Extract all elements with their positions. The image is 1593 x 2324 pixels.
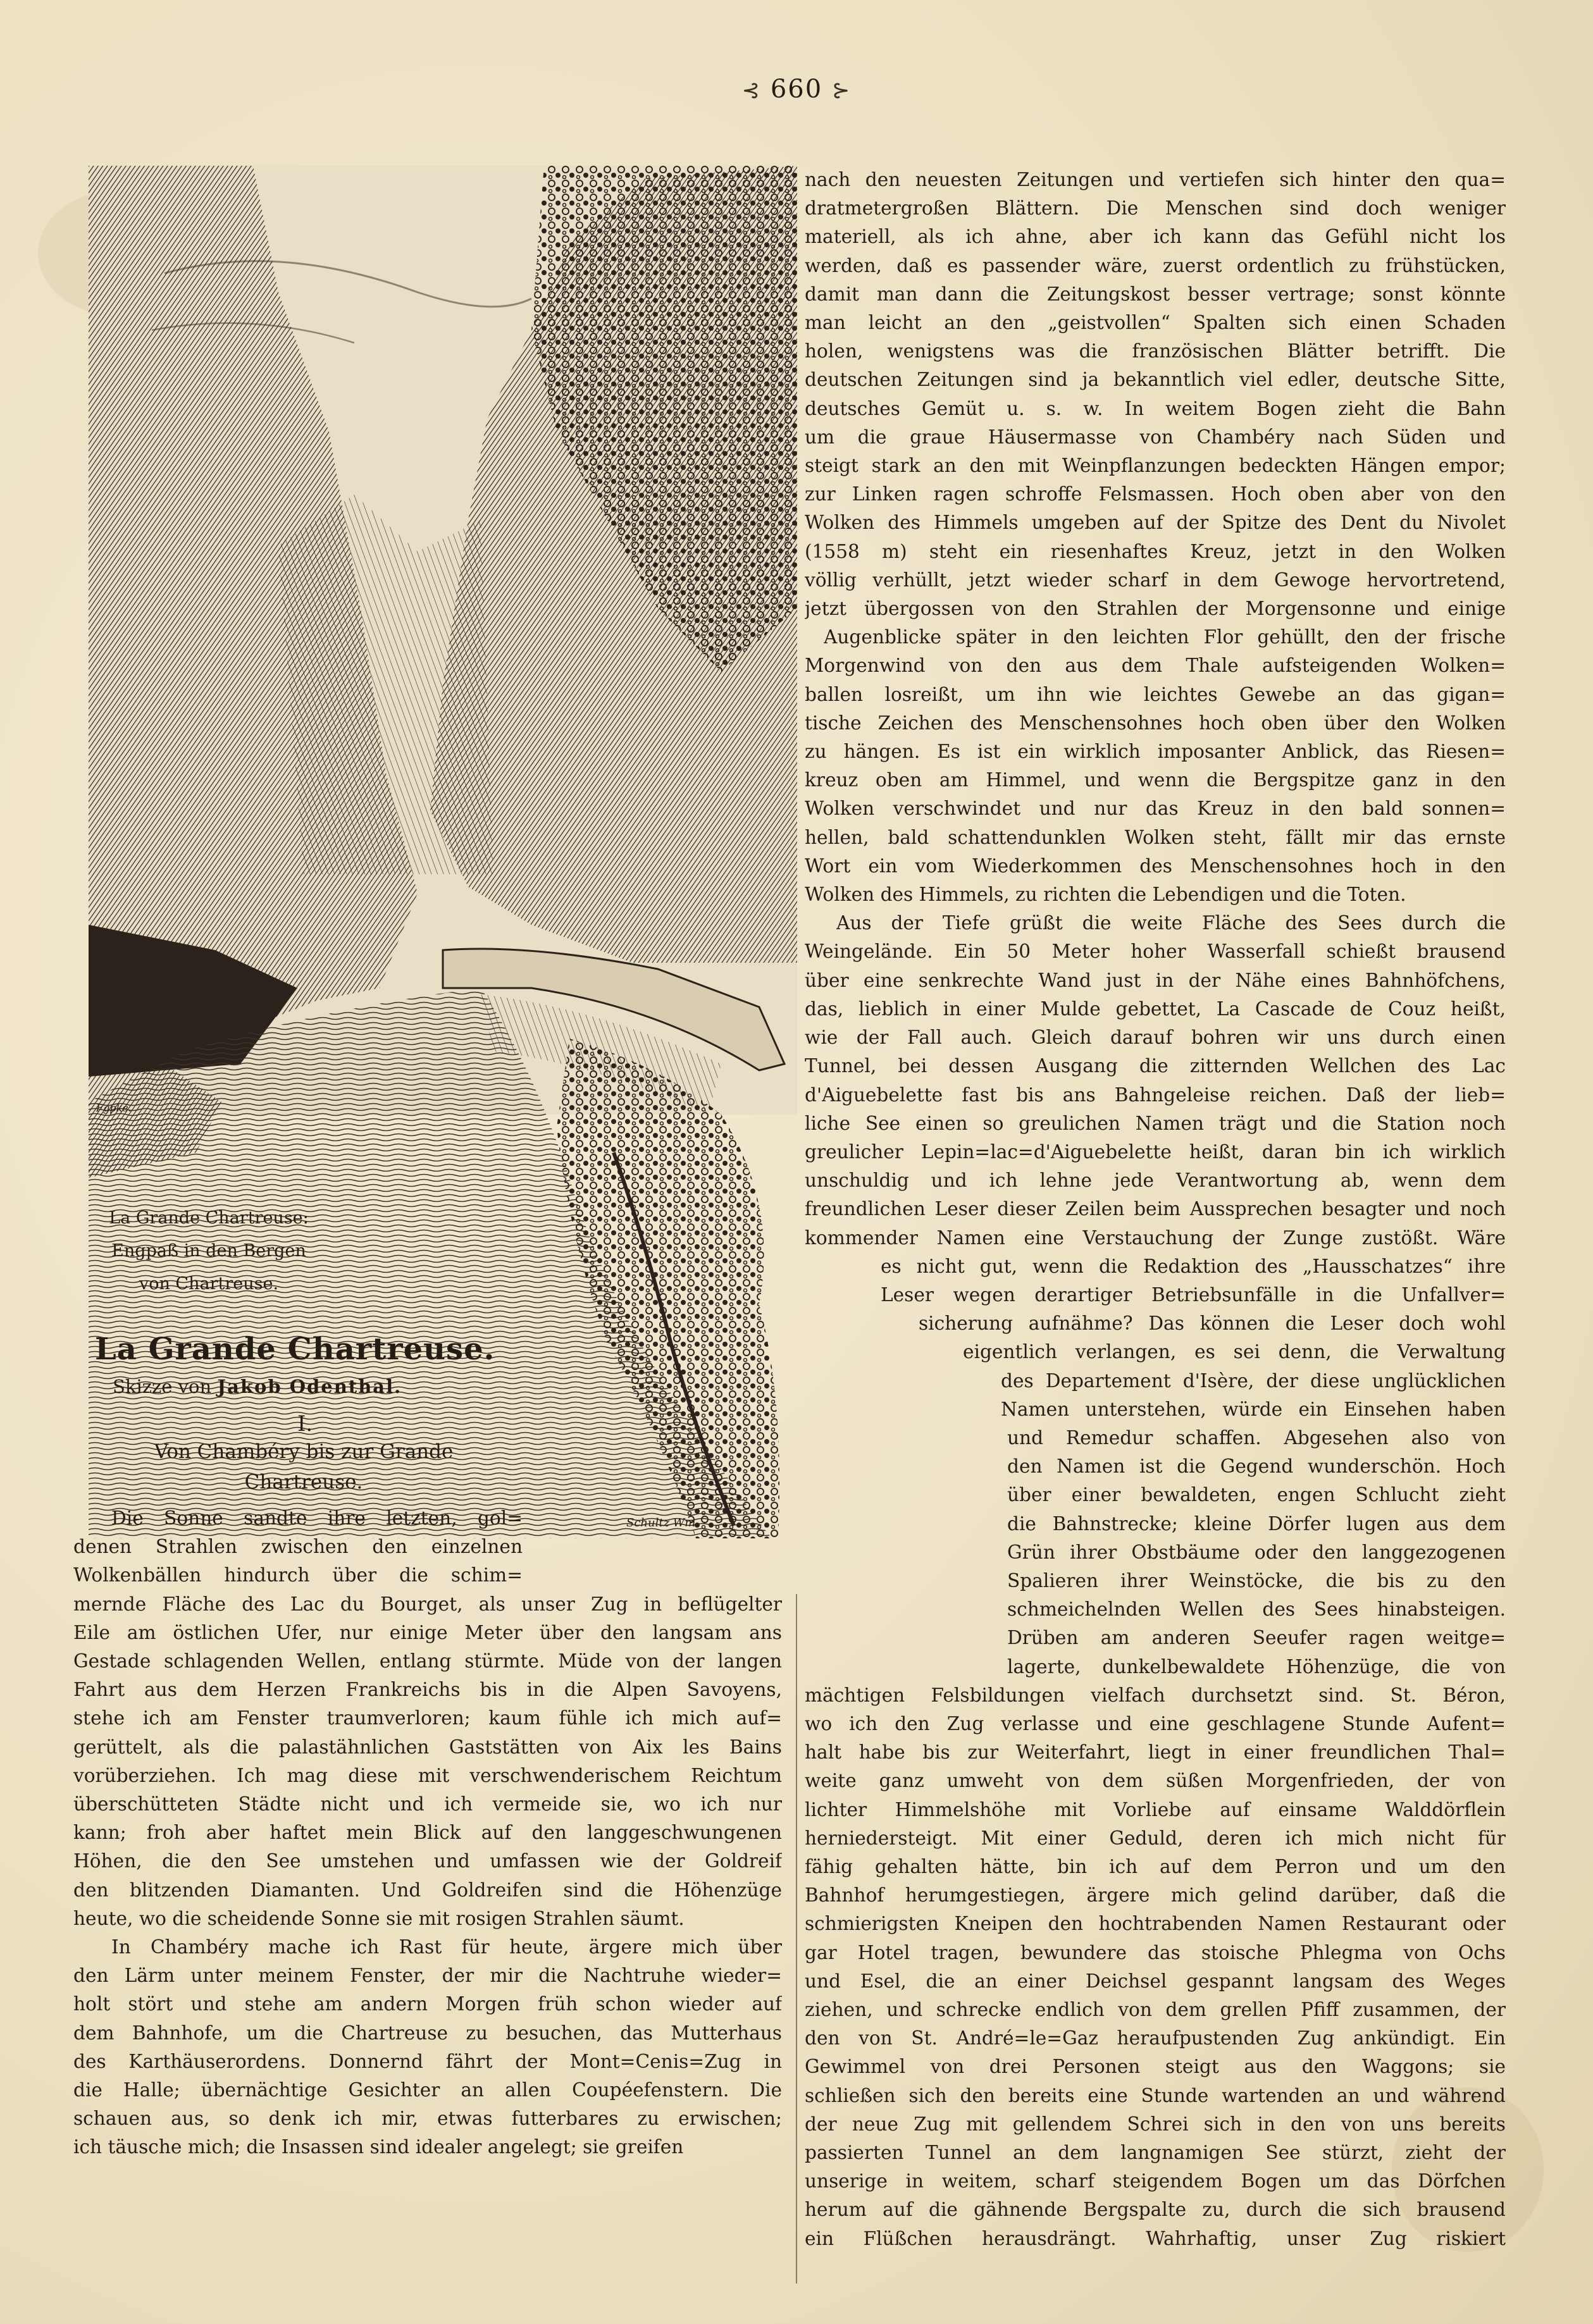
- caption-line: von Chartreuse.: [139, 1274, 279, 1294]
- text-line: das, lieblich in einer Mulde gebettet, La Cascade de Couz heißt,: [805, 998, 1506, 1020]
- subtitle-line: Von Chambéry bis zur Grande: [154, 1440, 454, 1463]
- text-line: liche See einen so greulichen Namen trägt und die Station noch: [805, 1112, 1506, 1134]
- text-line: Augenblicke später in den leichten Flor gehüllt, den der frische: [824, 626, 1506, 648]
- section-subtitle: [70, 1437, 538, 1497]
- text-line: greulicher Lepin=lac=d'Aiguebelette heißt, daran bin ich wirklich: [805, 1140, 1506, 1163]
- text-line: dratmetergroßen Blättern. Die Menschen sind doch weniger: [805, 197, 1506, 219]
- text-line: stehe ich am Fenster traumverloren; kaum fühle ich mich auf=: [73, 1707, 782, 1729]
- section-number: I.: [297, 1411, 313, 1437]
- text-line: um die graue Häusermasse von Chambéry nach Süden und: [805, 426, 1506, 448]
- text-line: zu hängen. Es ist ein wirklich imposanter Anblick, das Riesen=: [805, 741, 1506, 763]
- text-line: damit man dann die Zeitungskost besser vertrage; sonst könnte: [805, 283, 1506, 305]
- text-line: Grün ihrer Obstbäume oder den langgezogenen: [1007, 1541, 1506, 1563]
- text-line: Wolken des Himmels umgeben auf der Spitze des Dent du Nivolet: [805, 512, 1506, 534]
- text-line: die Bahnstrecke; kleine Dörfer lugen aus dem: [1007, 1512, 1506, 1535]
- author-name: Jakob Odenthal.: [217, 1376, 402, 1397]
- text-line: Die Sonne sandte ihre letzten, gol=: [111, 1507, 523, 1529]
- text-line: mernde Fläche des Lac du Bourget, als unser Zug in beflügelter: [73, 1593, 782, 1615]
- text-line: vorüberziehen. Ich mag diese mit verschwenderischem Reichtum: [73, 1764, 782, 1786]
- byline: [113, 1376, 753, 1397]
- text-line: gar Hotel tragen, bewundere das stoische Phlegma von Ochs: [805, 1941, 1506, 1963]
- text-line: Weingelände. Ein 50 Meter hoher Wasserfall schießt brausend: [805, 941, 1506, 963]
- text-line: sicherung aufnähme? Das können die Leser doch wohl: [919, 1313, 1506, 1335]
- text-line: herum auf die gähnende Bergspalte zu, durch die sich brausend: [805, 2199, 1506, 2221]
- article-header: [70, 1332, 753, 1497]
- subtitle-line: Chartreuse.: [244, 1471, 363, 1493]
- text-line: es nicht gut, wenn die Redaktion des „Hausschatzes“ ihre: [881, 1255, 1506, 1277]
- text-line: kommender Namen eine Verstauchung der Zunge zustößt. Wäre: [805, 1227, 1506, 1249]
- text-line: ich täusche mich; die Insassen sind idealer angelegt; sie greifen: [73, 2136, 684, 2158]
- text-line: über einer bewaldeten, engen Schlucht zieht: [1007, 1484, 1506, 1506]
- text-line: die Halle; übernächtige Gesichter an allen Coupéefenstern. Die: [73, 2079, 782, 2101]
- text-line: nach den neuesten Zeitungen und vertiefen sich hinter den qua=: [805, 169, 1506, 190]
- text-line: dem Bahnhofe, um die Chartreuse zu besuchen, das Mutterhaus: [73, 2022, 782, 2044]
- text-line: Aus der Tiefe grüßt die weite Fläche des Sees durch die: [836, 912, 1506, 934]
- text-line: d'Aiguebelette fast bis ans Bahngeleise reichen. Daß der lieb=: [805, 1084, 1506, 1106]
- text-line: mächtigen Felsbildungen vielfach durchsetzt sind. St. Béron,: [805, 1684, 1506, 1706]
- column-divider: [796, 1594, 797, 2284]
- text-line: Drüben am anderen Seeufer ragen weitge=: [1007, 1627, 1506, 1649]
- text-line: Eile am östlichen Ufer, nur einige Meter über den langsam ans: [73, 1621, 782, 1643]
- left-text-column: [73, 1504, 782, 2162]
- byline-prefix: Skizze von: [113, 1376, 212, 1397]
- artist-signature-right: Schultz Wm.: [626, 1516, 700, 1530]
- text-line: Höhen, die den See umstehen und umfassen wie der Goldreif: [73, 1850, 782, 1872]
- text-line: hellen, bald schattendunklen Wolken steht, fällt mir das ernste: [805, 826, 1506, 848]
- text-line: Leser wegen derartiger Betriebsunfälle in die Unfallver=: [881, 1283, 1506, 1306]
- text-line: deutsches Gemüt u. s. w. In weitem Bogen zieht die Bahn: [805, 397, 1506, 419]
- text-line: den blitzenden Diamanten. Und Goldreifen sind die Höhenzüge: [73, 1879, 782, 1901]
- text-line: holen, wenigstens was die französischen Blätter betrifft. Die: [805, 340, 1506, 362]
- text-line: Wort ein vom Wiederkommen des Menschensohnes hoch in den: [805, 855, 1506, 877]
- text-line: Spalieren ihrer Weinstöcke, die bis zu den: [1007, 1569, 1506, 1592]
- text-line: denen Strahlen zwischen den einzelnen: [73, 1536, 523, 1558]
- text-line: heute, wo die scheidende Sonne sie mit rosigen Strahlen säumt.: [73, 1907, 685, 1929]
- caption-line: La Grande Chartreuse:: [109, 1208, 309, 1228]
- text-line: wo ich den Zug verlasse und eine geschlagene Stunde Aufent=: [805, 1712, 1506, 1734]
- text-line: halt habe bis zur Weiterfahrt, liegt in einer freundlichen Thal=: [805, 1741, 1506, 1764]
- article-title: La Grande Chartreuse.: [95, 1332, 495, 1367]
- text-line: den Lärm unter meinem Fenster, der mir die Nachtruhe wieder=: [73, 1965, 782, 1987]
- text-line: In Chambéry mache ich Rast für heute, ärgere mich über: [111, 1936, 782, 1958]
- text-line: Morgenwind von den aus dem Thale aufsteigenden Wolken=: [805, 655, 1506, 677]
- text-line: Gewimmel von drei Personen steigt aus den Waggons; sie: [805, 2056, 1506, 2078]
- text-line: Fahrt aus dem Herzen Frankreichs bis in die Alpen Savoyens,: [73, 1679, 782, 1701]
- text-line: freundlichen Leser dieser Zeilen beim Aussprechen besagter und noch: [805, 1198, 1506, 1220]
- text-line: weite ganz umweht von dem süßen Morgenfrieden, der von: [805, 1770, 1506, 1792]
- text-line: Wolken verschwindet und nur das Kreuz in den bald sonnen=: [805, 798, 1506, 820]
- text-line: des Karthäuserordens. Donnernd fährt der Mont=Cenis=Zug in: [73, 2050, 782, 2072]
- text-line: des Departement d'Isère, der diese unglücklichen: [1001, 1369, 1506, 1392]
- text-line: Wolkenbällen hindurch über die schim=: [73, 1564, 523, 1586]
- text-line: steigt stark an den mit Weinpflanzungen bedeckten Hängen empor;: [805, 455, 1506, 477]
- text-line: schmierigsten Kneipen den hochtrabenden Namen Restaurant oder: [805, 1913, 1506, 1935]
- ornament-right-icon: ⊱: [831, 78, 852, 103]
- text-line: man leicht an den „geistvollen“ Spalten sich einen Schaden: [805, 312, 1506, 334]
- text-line: der neue Zug mit gellendem Schrei sich in den von uns bereits: [805, 2113, 1506, 2135]
- text-line: Namen unterstehen, würde ein Einsehen haben: [1001, 1398, 1506, 1420]
- text-line: gerüttelt, als die palastähnlichen Gaststätten von Aix les Bains: [73, 1736, 782, 1758]
- text-line: und Esel, die an einer Deichsel gespannt langsam des Weges: [805, 1970, 1506, 1992]
- text-line: Bahnhof herumgestiegen, ärgere mich gelind darüber, daß die: [805, 1884, 1506, 1907]
- text-line: völlig verhüllt, jetzt wieder scharf in dem Gewoge hervortretend,: [805, 569, 1506, 591]
- text-line: unschuldig und ich lehne jede Verantwortung ab, wenn dem: [805, 1170, 1506, 1192]
- text-line: Tunnel, bei dessen Ausgang die zitternden Wellchen des Lac: [805, 1055, 1506, 1077]
- text-line: tische Zeichen des Menschensohnes hoch oben über den Wolken: [805, 712, 1506, 734]
- text-line: schmeichelnden Wellen des Sees hinabsteigen.: [1007, 1598, 1506, 1621]
- text-line: eigentlich verlangen, es sei denn, die Verwaltung: [963, 1341, 1506, 1363]
- text-line: passierten Tunnel an dem langnamigen See stürzt, zieht der: [805, 2142, 1506, 2164]
- text-line: überschütteten Städte nicht und ich vermeide sie, wo ich nur: [73, 1793, 782, 1815]
- text-line: kreuz oben am Himmel, und wenn die Bergspitze ganz in den: [805, 769, 1506, 791]
- text-line: holt stört und stehe am andern Morgen früh schon wieder auf: [73, 1993, 782, 2015]
- text-line: unserige in weitem, scharf steigendem Bogen um das Dörfchen: [805, 2170, 1506, 2192]
- text-line: kann; froh aber haftet mein Blick auf den langgeschwungenen: [73, 1822, 782, 1844]
- text-line: schließen sich den bereits eine Stunde wartenden an und während: [805, 2084, 1506, 2106]
- ornament-left-icon: ⊰: [741, 78, 762, 103]
- text-line: herniedersteigt. Mit einer Geduld, deren ich mich nicht für: [805, 1827, 1506, 1849]
- text-line: schauen aus, so denk ich mir, etwas futterbares zu erwischen;: [73, 2108, 782, 2130]
- text-line: zur Linken ragen schroffe Felsmassen. Hoch oben aber von den: [805, 483, 1506, 505]
- text-line: lagerte, dunkelbewaldete Höhenzüge, die von: [1007, 1655, 1506, 1678]
- illustration-caption: [70, 1202, 348, 1301]
- text-line: fähig gehalten hätte, bin ich auf dem Perron und um den: [805, 1855, 1506, 1877]
- text-line: lichter Himmelshöhe mit Vorliebe auf einsame Walddörflein: [805, 1798, 1506, 1820]
- text-line: Gestade schlagenden Wellen, entlang stürmte. Müde von der langen: [73, 1650, 782, 1672]
- text-line: wie der Fall auch. Gleich darauf bohren wir uns durch einen: [805, 1027, 1506, 1049]
- page-number: [0, 75, 1593, 104]
- text-line: über eine senkrechte Wand just in der Nähe eines Bahnhöfchens,: [805, 969, 1506, 991]
- text-line: den von St. André=le=Gaz heraufpustenden Zug ankündigt. Ein: [805, 2027, 1506, 2049]
- text-line: und Remedur schaffen. Abgesehen also von: [1007, 1426, 1506, 1449]
- text-line: materiell, als ich ahne, aber ich kann das Gefühl nicht los: [805, 226, 1506, 248]
- text-line: ein Flüßchen herausdrängt. Wahrhaftig, unser Zug riskiert: [805, 2227, 1506, 2249]
- text-line: deutschen Zeitungen sind ja bekanntlich viel edler, deutsche Sitte,: [805, 369, 1506, 391]
- text-line: ballen losreißt, um ihn wie leichtes Gewebe an das gigan=: [805, 683, 1506, 705]
- artist-signature-left: Fgpke.: [96, 1102, 132, 1114]
- right-text-column: [805, 166, 1506, 2253]
- text-line: ziehen, und schrecke endlich von dem grellen Pfiff zusammen, der: [805, 1999, 1506, 2020]
- page-number-value: 660: [770, 75, 823, 104]
- text-line: Wolken des Himmels, zu richten die Lebendigen und die Toten.: [805, 884, 1406, 906]
- text-line: werden, daß es passender wäre, zuerst ordentlich zu frühstücken,: [805, 254, 1506, 276]
- caption-line: Engpaß in den Bergen: [111, 1241, 306, 1261]
- text-line: den Namen ist die Gegend wunderschön. Hoch: [1007, 1456, 1506, 1478]
- text-line: jetzt übergossen von den Strahlen der Morgensonne und einige: [805, 598, 1506, 620]
- text-line: (1558 m) steht ein riesenhaftes Kreuz, jetzt in den Wolken: [805, 540, 1506, 562]
